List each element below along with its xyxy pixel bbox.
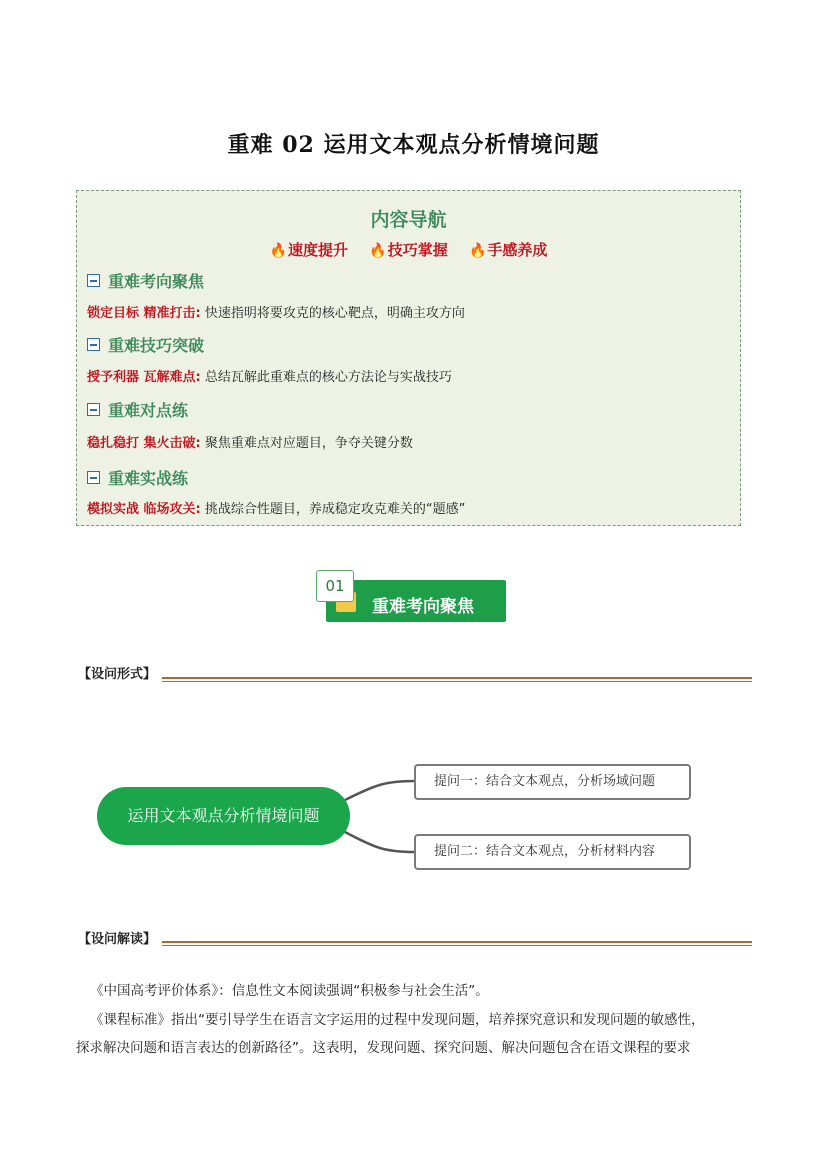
- badge-label: 重难考向聚焦: [372, 597, 474, 617]
- page-title: 重难 02 运用文本观点分析情境问题: [227, 132, 600, 158]
- nav-section-desc: 锁定目标 精准打击: 快速指明将要攻克的核心靶点，明确主攻方向: [87, 306, 465, 321]
- nav-tag: 🔥速度提升: [269, 241, 349, 259]
- nav-tag: 🔥手感养成: [468, 241, 548, 259]
- nav-tag: 🔥技巧掌握: [369, 241, 448, 259]
- nav-section-title: 重难技巧突破: [87, 333, 204, 356]
- flame-icon: 🔥: [269, 243, 288, 259]
- nav-section-title: 重难考向聚焦: [87, 269, 204, 292]
- mindmap-leaf: 提问一：结合文本观点，分析场域问题: [414, 764, 691, 800]
- flame-icon: 🔥: [468, 243, 487, 259]
- nav-section-title: 重难实战练: [87, 466, 188, 489]
- nav-section-desc: 稳扎稳打 集火击破: 聚焦重难点对应题目，争夺关键分数: [87, 436, 413, 451]
- mindmap-leaf: 提问二：结合文本观点，分析材料内容: [414, 834, 691, 870]
- nav-section-desc: 模拟实战 临场攻关: 挑战综合性题目，养成稳定攻克难关的“题感”: [87, 502, 466, 517]
- section-rule: [162, 941, 752, 943]
- question-form-heading: 【设问形式】: [78, 667, 157, 682]
- badge-number: 01: [316, 570, 354, 602]
- flame-icon: 🔥: [369, 243, 387, 259]
- question-interpretation-heading: 【设问解读】: [78, 932, 157, 947]
- mindmap-root: 运用文本观点分析情境问题: [97, 787, 350, 845]
- body-paragraph: 《中国高考评价体系》：信息性文本阅读强调“积极参与社会生活”。: [90, 983, 489, 999]
- nav-heading: 内容导航: [370, 209, 447, 231]
- section-rule: [162, 945, 752, 946]
- body-paragraph: 《课程标准》指出“要引导学生在语言文字运用的过程中发现问题，培养探究意识和发现问题的敏感性，: [90, 1012, 705, 1028]
- body-paragraph: 探求解决问题和语言表达的创新路径”。这表明，发现问题、探究问题、解决问题包含在语文课程的要求: [76, 1040, 691, 1056]
- nav-section-desc: 授予利器 瓦解难点: 总结瓦解此重难点的核心方法论与实战技巧: [87, 370, 452, 385]
- nav-section-title: 重难对点练: [87, 398, 188, 421]
